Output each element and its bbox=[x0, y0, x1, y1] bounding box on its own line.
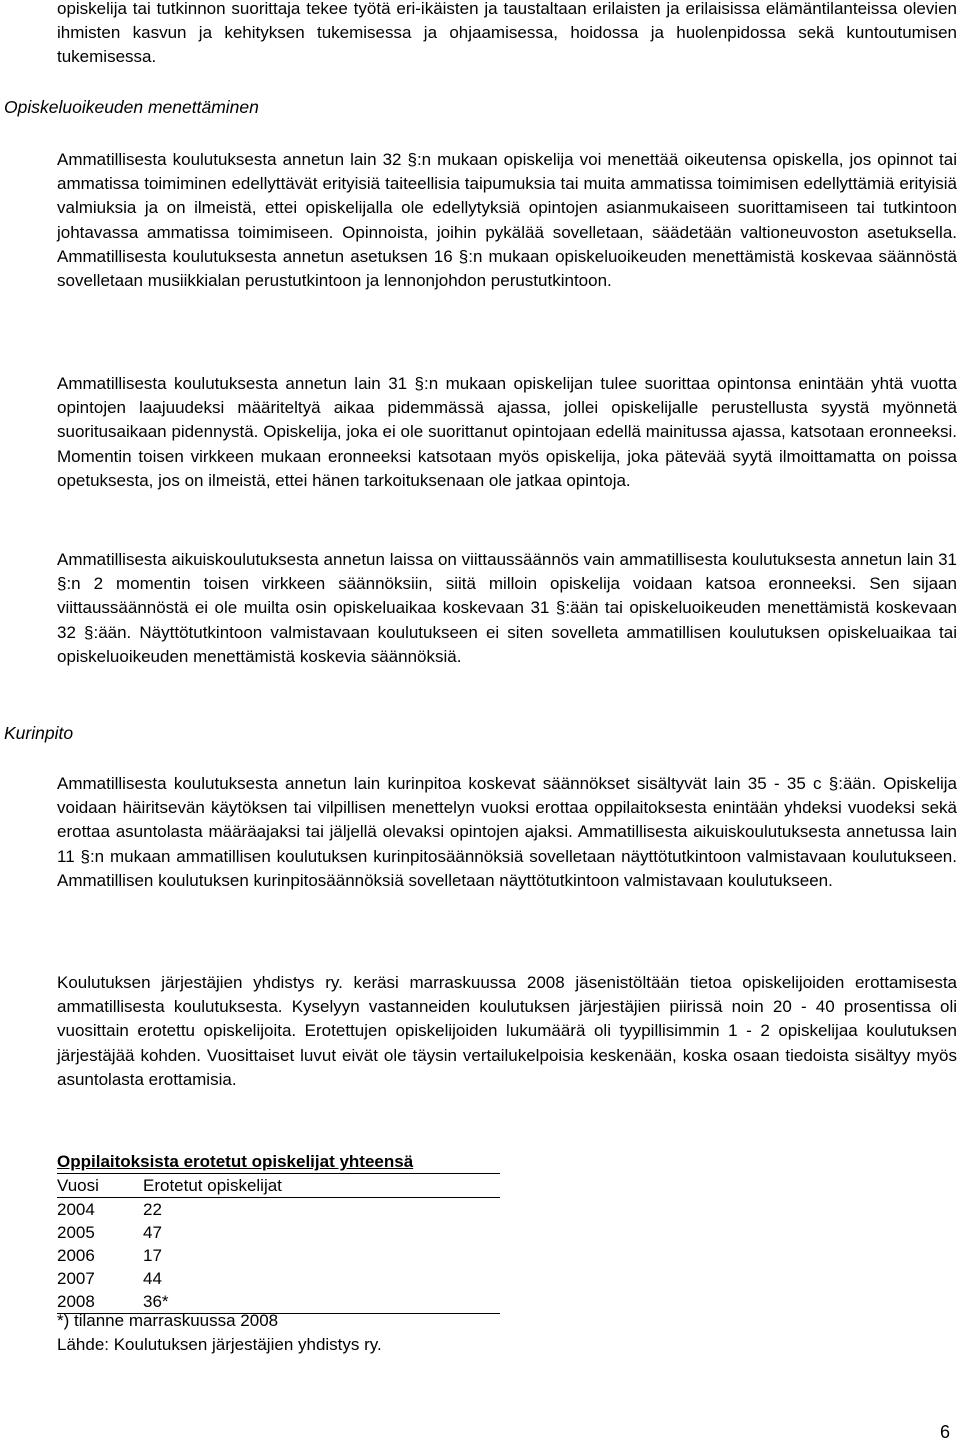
table-cell-count: 22 bbox=[143, 1200, 162, 1219]
table-row bbox=[57, 1267, 500, 1290]
expelled-students-table bbox=[57, 1150, 500, 1314]
table-source: Lähde: Koulutuksen järjestäjien yhdistys ry. bbox=[57, 1335, 382, 1354]
table-cell-year: 2008 bbox=[57, 1290, 143, 1314]
column-header-expelled: Erotetut opiskelijat bbox=[143, 1174, 500, 1198]
table-cell-year: 2004 bbox=[57, 1200, 95, 1219]
table-row bbox=[57, 1244, 500, 1267]
paragraph-opiskeluoikeus-2: Ammatillisesta koulutuksesta annetun lain 31 §:n mukaan opiskelijan tulee suorittaa opintonsa enintään yhtä vuotta opintojen laajuudeksi määriteltyä aikaa pidemmässä ajassa, jollei opiskelijalle perustellusta syystä myönnetä suoritusaikaan pidennystä. Opiskelija, joka ei ole suorittanut opintojaan edellä mainitussa ajassa, katsotaan eronneeksi. Momentin toisen virkkeen mukaan eronneeksi katsotaan myös opiskelija, joka pätevää syytä ilmoittamatta on poissa opetuksesta, jos on ilmeistä, ettei hänen tarkoituksenaan ole jatkaa opintoja. bbox=[57, 374, 957, 490]
table-title: Oppilaitoksista erotetut opiskelijat yhteensä bbox=[57, 1152, 414, 1171]
paragraph-kurinpito-2: Koulutuksen järjestäjien yhdistys ry. keräsi marraskuussa 2008 jäsenistöltään tietoa opiskelijoiden erottamisesta ammatillisesta koulutuksesta. Kyselyyn vastanneiden koulutuksen järjestäjien piirissä noin 20 - 40 prosentissa oli vuosittain erotettu opiskelijoita. Erotettujen opiskelijoiden lukumäärä oli tyypillisimmin 1 - 2 opiskelijaa koulutuksen järjestäjää kohden. Vuosittaiset luvut eivät ole täysin vertailukelpoisia keskenään, koska osaan tiedoista sisältyy myös asuntolasta erottamisia. bbox=[57, 973, 957, 1089]
table-cell-count: 36* bbox=[143, 1290, 500, 1314]
table-row bbox=[57, 1221, 500, 1244]
table-row bbox=[57, 1198, 500, 1222]
page-number: 6 bbox=[940, 1422, 951, 1442]
table-cell-count: 47 bbox=[143, 1223, 162, 1242]
paragraph-opiskeluoikeus-1: Ammatillisesta koulutuksesta annetun lain 32 §:n mukaan opiskelija voi menettää oikeutensa opiskella, jos opinnot tai ammatissa toimiminen edellyttävät erityisiä taiteellisia taipumuksia tai muita ammatissa toimimisen edellyttämiä erityisiä valmiuksia ja on ilmeistä, ettei opiskelijalla ole edellytyksiä opintojen asianmukaiseen suorittamiseen tai tutkintoon johtavassa ammatissa toimimiseen. Opinnoista, joihin pykälää sovelletaan, säädetään valtioneuvoston asetuksella. Ammatillisesta koulutuksesta annetun asetuksen 16 §:n mukaan opiskeluoikeuden menettämistä koskevaa säännöstä sovelletaan musiikkialan perustutkintoon ja lennonjohdon perustutkintoon. bbox=[57, 150, 957, 291]
column-header-year: Vuosi bbox=[57, 1174, 143, 1198]
table-header-row bbox=[57, 1174, 500, 1198]
paragraph-opiskeluoikeus-3: Ammatillisesta aikuiskoulutuksesta annetun laissa on viittaussäännös vain ammatillisesta koulutuksesta annetun lain 31 §:n 2 momentin toisen virkkeen säännöksiin, siitä milloin opiskelija voidaan katsoa eronneeksi. Sen sijaan viittaussäännöstä ei ole muilta osin opiskeluaikaa koskevaan 31 §:ään tai opiskeluoikeuden menettämistä koskevaan 32 §:ään. Näyttötutkintoon valmistavaan koulutukseen ei siten sovelleta ammatillisen koulutuksen opiskeluaikaa tai opiskeluoikeuden menettämistä koskevia säännöksiä. bbox=[57, 550, 957, 666]
section-heading-opiskeluoikeus: Opiskeluoikeuden menettäminen bbox=[4, 97, 259, 117]
intro-continuation-paragraph: opiskelija tai tutkinnon suorittaja tekee työtä eri-ikäisten ja taustaltaan erilaisten ja erilaisissa elämäntilanteissa olevien ihmisten kasvun ja kehityksen tukemisessa ja ohjaamisessa, hoidossa ja huolenpidossa sekä kuntoutumisen tukemisessa. bbox=[57, 0, 957, 67]
table-footnote: *) tilanne marraskuussa 2008 bbox=[57, 1311, 279, 1330]
table-cell-count: 44 bbox=[143, 1269, 162, 1288]
table-cell-year: 2005 bbox=[57, 1223, 95, 1242]
paragraph-kurinpito-1: Ammatillisesta koulutuksesta annetun lain kurinpitoa koskevat säännökset sisältyvät lain 35 - 35 c §:ään. Opiskelija voidaan häiritsevän käytöksen tai vilpillisen menettelyn vuoksi erottaa oppilaitoksesta enintään yhdeksi vuodeksi sekä erottaa asuntolasta määräajaksi tai jäljellä olevaksi opintojen ajaksi. Ammatillisesta aikuiskoulutuksesta annetussa lain 11 §:n mukaan ammatillisen koulutuksen kurinpitosäännöksiä sovelletaan näyttötutkintoon valmistavaan koulutukseen. Ammatillisen koulutuksen kurinpitosäännöksiä sovelletaan näyttötutkintoon valmistavaan koulutukseen. bbox=[57, 774, 957, 890]
table-row bbox=[57, 1290, 500, 1314]
table-cell-year: 2007 bbox=[57, 1269, 95, 1288]
section-heading-kurinpito: Kurinpito bbox=[4, 723, 74, 743]
table-cell-count: 17 bbox=[143, 1246, 162, 1265]
table-cell-year: 2006 bbox=[57, 1246, 95, 1265]
